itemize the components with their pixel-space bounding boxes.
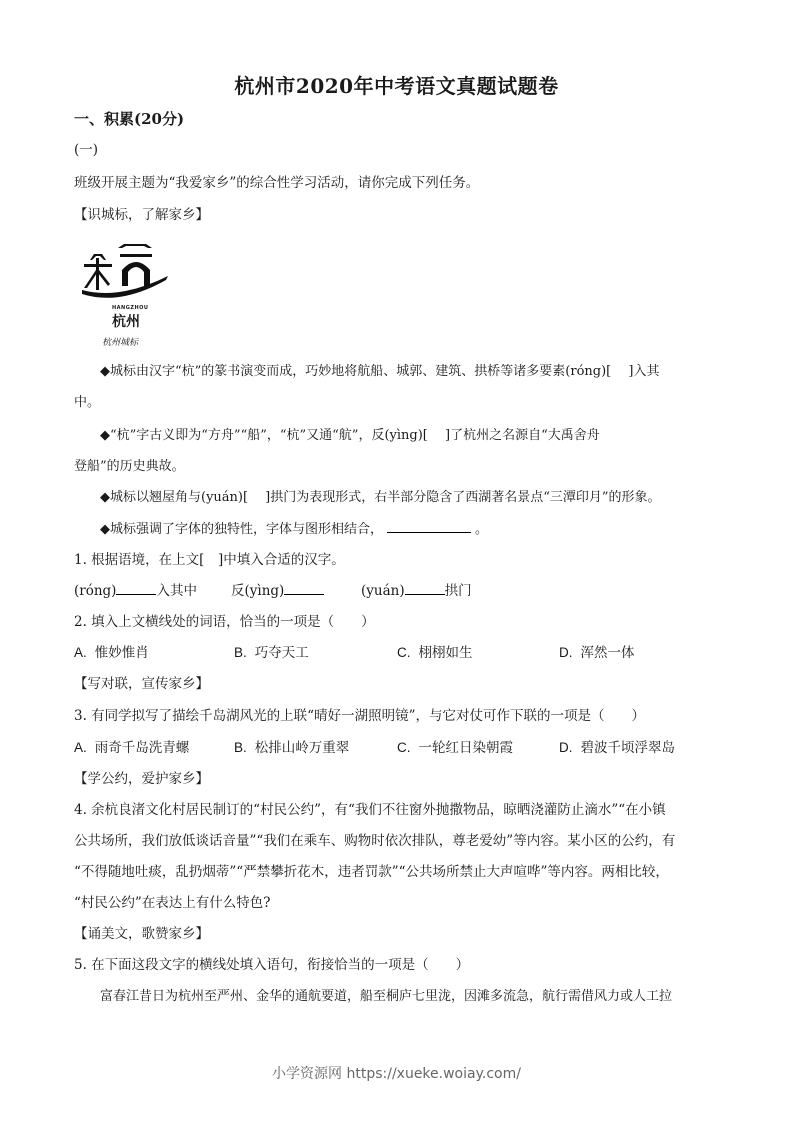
q1-blank-2-prefix: 反(yìng) bbox=[231, 583, 285, 599]
task-header-1: 【识城标，了解家乡】 bbox=[74, 207, 209, 223]
bullet-3-line-1: ◆城标以翘屋角与(yuán)[ ]拱门为表现形式，右半部分隐含了西湖著名景点“三潭印月”的形象。 bbox=[100, 490, 661, 505]
question-4-line-4: “村民公约”在表达上有什么特色? bbox=[74, 895, 271, 911]
q2-option-a[interactable]: A. 惟妙惟肖 bbox=[74, 645, 149, 661]
q1-blank-3 bbox=[361, 579, 472, 599]
q1-answer-blank-1[interactable] bbox=[116, 582, 156, 595]
q3-option-c[interactable]: C. 一轮红日染朝霞 bbox=[397, 740, 513, 756]
footer-watermark: 小学资源网 https://xueke.woiay.com/ bbox=[272, 1066, 521, 1082]
question-4-line-2: 公共场所，我们放低谈话音量”“我们在乘车、购物时依次排队，尊老爱幼”等内容。某小区的公约，有 bbox=[74, 833, 676, 849]
question-4-line-1: 4. 余杭良渚文化村居民制订的“村民公约”，有“我们不往窗外抛撒物品，晾晒浇灌防止滴水”“在小镇 bbox=[74, 802, 666, 818]
question-3-stem: 3. 有同学拟写了描绘千岛湖风光的上联“晴好一湖照明镜”，与它对仗可作下联的一项是（ ） bbox=[74, 708, 645, 724]
task-header-4: 【诵美文，歌赞家乡】 bbox=[74, 926, 209, 942]
q3-option-a[interactable]: A. 雨奇千岛洗青螺 bbox=[74, 740, 190, 756]
bullet-1-line-1: ◆城标由汉字“杭”的篆书演变而成，巧妙地将航船、城郭、建筑、拱桥等诸多要素(róng)[ ]入其 bbox=[100, 364, 660, 379]
bullet-4-end: 。 bbox=[475, 522, 489, 537]
q1-blank-1 bbox=[74, 579, 197, 599]
logo-caption: 杭州城标 bbox=[102, 338, 139, 348]
q2-option-c[interactable]: C. 栩栩如生 bbox=[397, 645, 473, 661]
bullet-2-line-1: ◆“杭”字古义即为“方舟”“船”，“杭”又通“航”，反(yìng)[ ]了杭州之名源自“大禹舍舟 bbox=[100, 428, 600, 443]
q1-answer-blank-3[interactable] bbox=[405, 582, 445, 595]
question-1-stem: 1. 根据语境，在上文[ ]中填入合适的汉字。 bbox=[74, 552, 345, 568]
page-title: 杭州市2020年中考语文真题试题卷 bbox=[234, 74, 559, 98]
q1-answer-blank-2[interactable] bbox=[284, 582, 324, 595]
q1-blank-3-prefix: (yuán) bbox=[361, 583, 405, 599]
question-5-passage: 富春江昔日为杭州至严州、金华的通航要道，船至桐庐七里泷，因滩多流急，航行需借风力或人工拉 bbox=[100, 989, 673, 1004]
q3-option-b[interactable]: B. 松排山岭万重翠 bbox=[234, 740, 350, 756]
logo-pinyin: HANGZHOU bbox=[112, 305, 149, 311]
city-logo-icon bbox=[80, 240, 170, 305]
section-heading: 一、积累(20分) bbox=[74, 110, 185, 128]
answer-blank[interactable] bbox=[387, 520, 471, 533]
subsection-label: (一) bbox=[74, 142, 99, 158]
task-header-3: 【学公约，爱护家乡】 bbox=[74, 771, 209, 787]
bullet-2-line-2: 登船”的历史典故。 bbox=[74, 459, 185, 474]
question-4-line-3: “不得随地吐痰，乱扔烟蒂”“严禁攀折花木，违者罚款”“公共场所禁止大声喧哗”等内容。两相比较， bbox=[74, 864, 669, 880]
q1-blank-1-suffix: 入其中 bbox=[156, 583, 197, 599]
q2-option-b[interactable]: B. 巧夺天工 bbox=[234, 645, 309, 661]
q3-option-d[interactable]: D. 碧波千顷浮翠岛 bbox=[559, 740, 675, 756]
bullet-4-text: ◆城标强调了字体的独特性，字体与图形相结合， bbox=[100, 522, 383, 537]
q1-blank-1-prefix: (róng) bbox=[74, 583, 117, 599]
intro-text: 班级开展主题为“我爱家乡”的综合性学习活动，请你完成下列任务。 bbox=[74, 175, 480, 191]
bullet-4 bbox=[100, 518, 488, 537]
bullet-1-line-2: 中。 bbox=[74, 395, 101, 410]
q2-option-d[interactable]: D. 浑然一体 bbox=[559, 645, 635, 661]
q1-blank-3-suffix: 拱门 bbox=[444, 583, 472, 599]
logo-name: 杭州 bbox=[112, 314, 140, 330]
question-5-stem: 5. 在下面这段文字的横线处填入语句，衔接恰当的一项是（ ） bbox=[74, 957, 470, 973]
question-2-stem: 2. 填入上文横线处的词语，恰当的一项是（ ） bbox=[74, 614, 375, 630]
q1-blank-2 bbox=[231, 579, 324, 599]
task-header-2: 【写对联，宣传家乡】 bbox=[74, 676, 209, 692]
hangzhou-city-logo bbox=[80, 240, 170, 348]
